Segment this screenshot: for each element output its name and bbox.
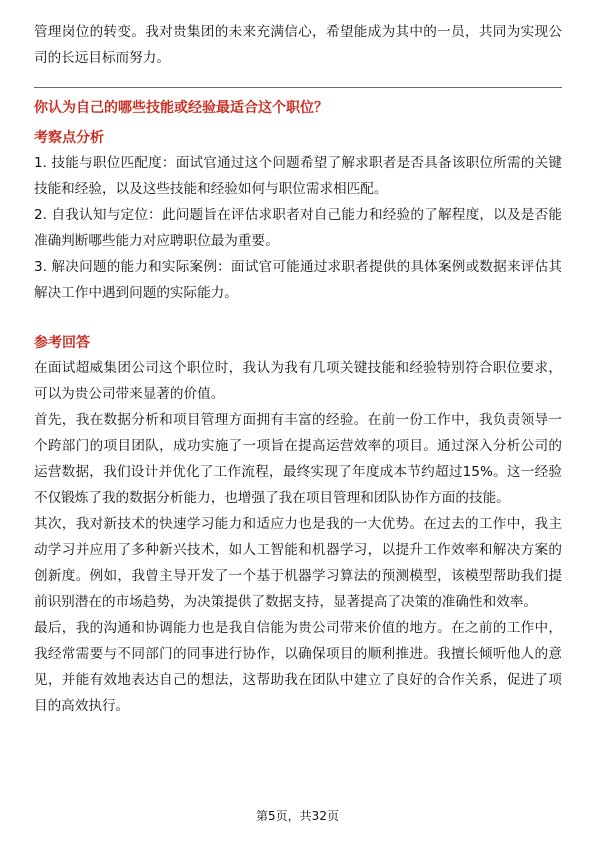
analysis-item-2: 2. 自我认知与定位：此问题旨在评估求职者对自己能力和经验的了解程度，以及是否能准确判断哪些能力对应聘职位最为重要。 <box>34 207 562 249</box>
analysis-item-3: 3. 解决问题的能力和实际案例：面试官可能通过求职者提供的具体案例或数据来评估其解决工作中遇到问题的实际能力。 <box>34 259 562 301</box>
analysis-list <box>34 150 562 306</box>
section-divider <box>34 87 562 88</box>
reference-paragraph-3: 其次，我对新技术的快速学习能力和适应力也是我的一大优势。在过去的工作中，我主动学习并应用了多种新兴技术，如人工智能和机器学习，以提升工作效率和解决方案的创新度。例如，我曾主导开发了一个基于机器学习算法的预测模型，该模型帮助我们提前识别潜在的市场趋势，为决策提供了数据支持，显著提高了决策的准确性和效率。 <box>34 516 562 610</box>
page-indicator: 第5页，共32页 <box>256 809 339 823</box>
reference-paragraph-2: 首先，我在数据分析和项目管理方面拥有丰富的经验。在前一份工作中，我负责领导一个跨部门的项目团队，成功实施了一项旨在提高运营效率的项目。通过深入分析公司的运营数据，我们设计并优化了工作流程，最终实现了年度成本节约超过15%。这一经验不仅锻炼了我的数据分析能力，也增强了我在项目管理和团队协作方面的技能。 <box>34 412 562 506</box>
reference-paragraph-1: 在面试超威集团公司这个职位时，我认为我有几项关键技能和经验特别符合职位要求，可以为贵公司带来显著的价值。 <box>34 360 562 402</box>
reference-answer <box>34 355 562 719</box>
reference-paragraph-4: 最后，我的沟通和协调能力也是我自信能为贵公司带来价值的地方。在之前的工作中，我经常需要与不同部门的同事进行协作，以确保项目的顺利推进。我擅长倾听他人的意见，并能有效地表达自己的想法，这帮助我在团队中建立了良好的合作关系，促进了项目的高效执行。 <box>34 620 562 714</box>
intro-paragraph: 管理岗位的转变。我对贵集团的未来充满信心，希望能成为其中的一员，共同为实现公司的长远目标而努力。 <box>34 24 562 66</box>
analysis-title: 考察点分析 <box>34 130 104 146</box>
question-heading: 你认为自己的哪些技能或经验最适合这个职位？ <box>34 100 328 116</box>
reference-title: 参考回答 <box>34 335 90 351</box>
analysis-item-1: 1. 技能与职位匹配度：面试官通过这个问题希望了解求职者是否具备该职位所需的关键技能和经验，以及这些技能和经验如何与职位需求相匹配。 <box>34 155 562 197</box>
